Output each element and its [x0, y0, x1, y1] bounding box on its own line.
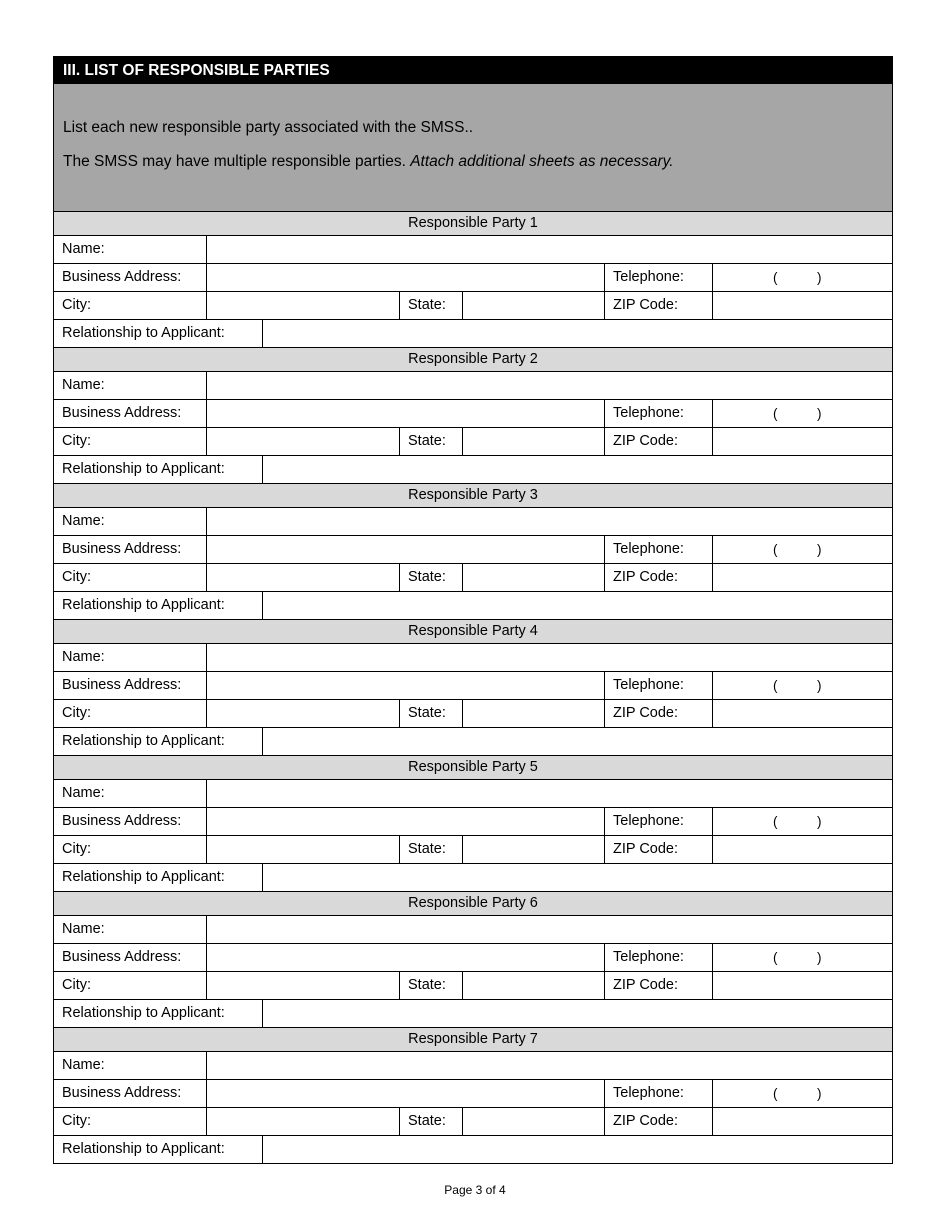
name-field[interactable] — [206, 916, 892, 943]
name-row — [53, 508, 893, 536]
business-address-field[interactable] — [206, 400, 604, 427]
city-field[interactable] — [206, 292, 399, 319]
zip-field[interactable] — [712, 564, 892, 591]
zip-label: ZIP Code: — [604, 428, 712, 455]
party-title: Responsible Party 2 — [53, 348, 893, 372]
relationship-row — [53, 1136, 893, 1164]
state-label: State: — [399, 564, 462, 591]
state-field[interactable] — [462, 972, 604, 999]
address-row — [53, 264, 893, 292]
state-label: State: — [399, 292, 462, 319]
business-address-label: Business Address: — [62, 541, 182, 557]
relationship-field[interactable] — [262, 728, 892, 755]
name-row — [53, 780, 893, 808]
name-label: Name: — [62, 241, 105, 257]
zip-field[interactable] — [712, 972, 892, 999]
city-label: City: — [62, 841, 91, 857]
relationship-field[interactable] — [262, 320, 892, 347]
business-address-field[interactable] — [206, 808, 604, 835]
city-field[interactable] — [206, 700, 399, 727]
name-field[interactable] — [206, 372, 892, 399]
name-label: Name: — [62, 785, 105, 801]
parties-list — [53, 212, 893, 1164]
address-row — [53, 400, 893, 428]
relationship-label: Relationship to Applicant: — [62, 869, 225, 885]
relationship-label: Relationship to Applicant: — [62, 325, 225, 341]
instruction-line-1: List each new responsible party associated with the SMSS.. — [63, 119, 474, 136]
address-row — [53, 1080, 893, 1108]
relationship-row — [53, 592, 893, 620]
city-row — [53, 428, 893, 456]
telephone-label: Telephone: — [604, 672, 712, 699]
city-row — [53, 836, 893, 864]
relationship-field[interactable] — [262, 1136, 892, 1163]
business-address-field[interactable] — [206, 536, 604, 563]
instruction-line-2: The SMSS may have multiple responsible parties. Attach additional sheets as necessary. — [63, 153, 674, 170]
zip-label: ZIP Code: — [604, 564, 712, 591]
responsible-party-6 — [53, 892, 893, 1028]
telephone-label: Telephone: — [604, 400, 712, 427]
area-code-parentheses: ( ) — [773, 814, 822, 829]
state-label: State: — [399, 1108, 462, 1135]
state-label: State: — [399, 972, 462, 999]
relationship-field[interactable] — [262, 1000, 892, 1027]
city-field[interactable] — [206, 1108, 399, 1135]
party-title: Responsible Party 3 — [53, 484, 893, 508]
relationship-row — [53, 864, 893, 892]
city-label: City: — [62, 1113, 91, 1129]
zip-label: ZIP Code: — [604, 700, 712, 727]
name-row — [53, 372, 893, 400]
business-address-label: Business Address: — [62, 813, 182, 829]
business-address-label: Business Address: — [62, 677, 182, 693]
state-field[interactable] — [462, 428, 604, 455]
relationship-label: Relationship to Applicant: — [62, 733, 225, 749]
zip-field[interactable] — [712, 700, 892, 727]
relationship-field[interactable] — [262, 456, 892, 483]
city-label: City: — [62, 977, 91, 993]
area-code-parentheses: ( ) — [773, 406, 822, 421]
business-address-label: Business Address: — [62, 1085, 182, 1101]
city-label: City: — [62, 297, 91, 313]
state-label: State: — [399, 700, 462, 727]
party-title: Responsible Party 7 — [53, 1028, 893, 1052]
city-field[interactable] — [206, 428, 399, 455]
zip-label: ZIP Code: — [604, 1108, 712, 1135]
business-address-label: Business Address: — [62, 405, 182, 421]
name-row — [53, 1052, 893, 1080]
zip-label: ZIP Code: — [604, 972, 712, 999]
name-label: Name: — [62, 649, 105, 665]
responsible-party-3 — [53, 484, 893, 620]
telephone-label: Telephone: — [604, 264, 712, 291]
address-row — [53, 944, 893, 972]
responsible-party-7 — [53, 1028, 893, 1164]
state-label: State: — [399, 836, 462, 863]
relationship-field[interactable] — [262, 864, 892, 891]
name-field[interactable] — [206, 1052, 892, 1079]
zip-field[interactable] — [712, 836, 892, 863]
area-code-parentheses: ( ) — [773, 542, 822, 557]
city-label: City: — [62, 705, 91, 721]
zip-field[interactable] — [712, 1108, 892, 1135]
zip-field[interactable] — [712, 428, 892, 455]
address-row — [53, 672, 893, 700]
name-row — [53, 236, 893, 264]
business-address-label: Business Address: — [62, 949, 182, 965]
telephone-label: Telephone: — [604, 944, 712, 971]
city-field[interactable] — [206, 972, 399, 999]
section-title: III. LIST OF RESPONSIBLE PARTIES — [53, 56, 893, 84]
relationship-label: Relationship to Applicant: — [62, 1005, 225, 1021]
state-field[interactable] — [462, 700, 604, 727]
business-address-field[interactable] — [206, 1080, 604, 1107]
city-label: City: — [62, 569, 91, 585]
telephone-label: Telephone: — [604, 536, 712, 563]
party-title: Responsible Party 6 — [53, 892, 893, 916]
zip-label: ZIP Code: — [604, 292, 712, 319]
responsible-party-2 — [53, 348, 893, 484]
city-row — [53, 972, 893, 1000]
relationship-row — [53, 456, 893, 484]
name-label: Name: — [62, 921, 105, 937]
page-number: Page 3 of 4 — [444, 1183, 506, 1197]
name-label: Name: — [62, 377, 105, 393]
responsible-parties-form — [53, 56, 893, 1164]
name-field[interactable] — [206, 236, 892, 263]
address-row — [53, 808, 893, 836]
area-code-parentheses: ( ) — [773, 1086, 822, 1101]
state-field[interactable] — [462, 564, 604, 591]
area-code-parentheses: ( ) — [773, 678, 822, 693]
area-code-parentheses: ( ) — [773, 270, 822, 285]
name-field[interactable] — [206, 780, 892, 807]
relationship-field[interactable] — [262, 592, 892, 619]
section-instructions — [53, 84, 893, 212]
relationship-row — [53, 1000, 893, 1028]
area-code-parentheses: ( ) — [773, 950, 822, 965]
city-row — [53, 564, 893, 592]
state-field[interactable] — [462, 836, 604, 863]
relationship-row — [53, 320, 893, 348]
zip-label: ZIP Code: — [604, 836, 712, 863]
relationship-label: Relationship to Applicant: — [62, 461, 225, 477]
business-address-field[interactable] — [206, 944, 604, 971]
city-row — [53, 700, 893, 728]
name-label: Name: — [62, 1057, 105, 1073]
business-address-field[interactable] — [206, 672, 604, 699]
name-field[interactable] — [206, 644, 892, 671]
party-title: Responsible Party 1 — [53, 212, 893, 236]
state-field[interactable] — [462, 292, 604, 319]
city-field[interactable] — [206, 836, 399, 863]
name-label: Name: — [62, 513, 105, 529]
party-title: Responsible Party 5 — [53, 756, 893, 780]
name-field[interactable] — [206, 508, 892, 535]
city-row — [53, 1108, 893, 1136]
relationship-row — [53, 728, 893, 756]
city-field[interactable] — [206, 564, 399, 591]
city-label: City: — [62, 433, 91, 449]
state-label: State: — [399, 428, 462, 455]
relationship-label: Relationship to Applicant: — [62, 597, 225, 613]
zip-field[interactable] — [712, 292, 892, 319]
address-row — [53, 536, 893, 564]
name-row — [53, 916, 893, 944]
party-title: Responsible Party 4 — [53, 620, 893, 644]
responsible-party-1 — [53, 212, 893, 348]
responsible-party-4 — [53, 620, 893, 756]
telephone-label: Telephone: — [604, 1080, 712, 1107]
relationship-label: Relationship to Applicant: — [62, 1141, 225, 1157]
business-address-label: Business Address: — [62, 269, 182, 285]
state-field[interactable] — [462, 1108, 604, 1135]
city-row — [53, 292, 893, 320]
name-row — [53, 644, 893, 672]
business-address-field[interactable] — [206, 264, 604, 291]
responsible-party-5 — [53, 756, 893, 892]
telephone-label: Telephone: — [604, 808, 712, 835]
